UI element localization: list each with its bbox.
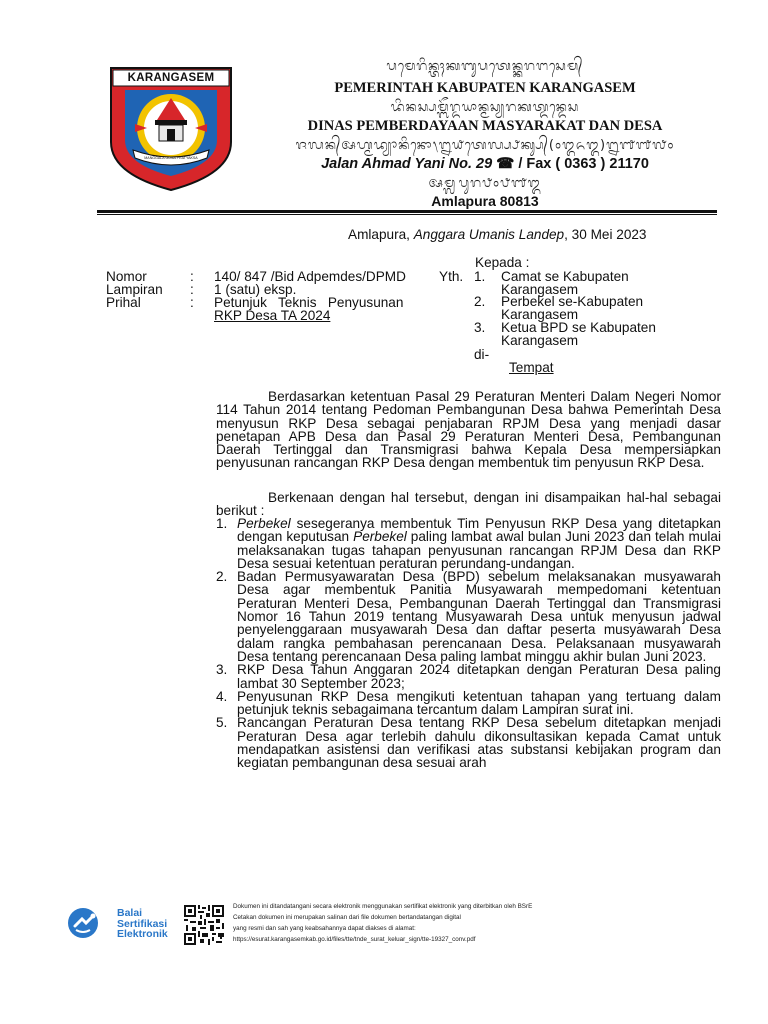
meta-value: 140/ 847 /Bid Adpemdes/DPMD bbox=[214, 269, 406, 284]
di-label: di- bbox=[474, 347, 490, 362]
list-text-em: Perbekel bbox=[353, 529, 407, 545]
paragraph-2: Berkenaan dengan hal tersebut, dengan ini disampaikan hal-hal sebagai berikut : bbox=[216, 490, 721, 519]
logo-motto: MANGGALA GUNA PRATYAKSA bbox=[144, 156, 198, 160]
yth-label: Yth. bbox=[439, 269, 464, 284]
recipient-line: Karangasem bbox=[501, 307, 579, 322]
list-text: sesegeranya membentuk Tim Penyusun RKP Desa yang ditetapkan dengan keputusan bbox=[237, 516, 721, 545]
meta-colon: : bbox=[190, 282, 194, 297]
list-num: 5. bbox=[216, 715, 228, 731]
meta-value: Petunjuk Teknis Penyusunan bbox=[214, 295, 404, 310]
date-suffix: , 30 Mei 2023 bbox=[564, 227, 647, 242]
qr-code bbox=[184, 905, 224, 945]
verification-link[interactable]: https://esurat.karangasemkab.go.id/files/tte/tnde_surat_keluar_sign/tte-19327_conv.pdf bbox=[233, 936, 476, 943]
recipient-line: Ketua BPD se Kabupaten bbox=[501, 320, 656, 335]
address-line bbox=[250, 156, 720, 172]
meta-key: Prihal bbox=[106, 295, 141, 310]
tempat-label: Tempat bbox=[509, 360, 554, 375]
recipient-line: Karangasem bbox=[501, 282, 579, 297]
list-item bbox=[216, 690, 721, 717]
balinese-line-3: ᬚᬮᬦ᭄ᬅᬳ᭄ᬫᬤ᭄ᬬᬵᬦᬶᬦᭀ᭞᭒᭙ᬢᬾᬮ᭄ᬧ᭄ᬨᬓ᭄ᬲ᭄(᭐᭓᭖᭓)᭒᭑᭑᭗᭐ bbox=[295, 138, 675, 153]
kepada-label: Kepada : bbox=[475, 255, 530, 270]
date-prefix: Amlapura, bbox=[348, 227, 414, 242]
city-postal: Amlapura 80813 bbox=[431, 193, 539, 209]
recipient-line: Karangasem bbox=[501, 333, 579, 348]
bsre-line: Sertifikasi bbox=[117, 917, 168, 930]
street-address: Jalan Ahmad Yani No. 29 bbox=[321, 156, 493, 172]
logo-title: KARANGASEM bbox=[127, 72, 215, 84]
list-num: 1. bbox=[216, 516, 228, 531]
list-item bbox=[216, 517, 721, 570]
list-item bbox=[216, 663, 721, 690]
date-balinese: Anggara Umanis Landep bbox=[413, 227, 565, 242]
list-text-em: Perbekel bbox=[237, 516, 291, 531]
meta-key: Lampiran bbox=[106, 282, 163, 297]
list-item bbox=[216, 716, 721, 769]
footer-note-line: yang resmi dan sah yang keabsahannya dapat diakses di alamat: bbox=[233, 925, 416, 932]
recipient-line: Camat se Kabupaten bbox=[501, 269, 629, 284]
balinese-line-4: ᬅᬫ᭄ᬮᬧᬸᬭ᭘᭐᭘᭑᭓ bbox=[428, 176, 542, 191]
subject-line-2: RKP Desa TA 2024 bbox=[214, 308, 331, 323]
paragraph-1: Berdasarkan ketentuan Pasal 29 Peraturan Menteri Dalam Negeri Nomor 114 Tahun 2014 tentang Pedoman Pembangunan Desa bahwa Pemerintah Desa menyusun RKP Desa sebagai penjabaran RPJM Desa yang menjadi dasar penetapan APB Desa dan Pasal 29 Peraturan Menteri Desa, Pembangunan Daerah Tertinggal dan Transmigrasi bahwa Kepala Desa mempersiapkan penyusunan rancangan RKP Desa dengan membentuk tim penyusun RKP Desa. bbox=[216, 389, 721, 471]
instruction-list bbox=[216, 517, 721, 770]
department-name: DINAS PEMBERDAYAAN MASYARAKAT DAN DESA bbox=[307, 118, 663, 134]
meta-colon: : bbox=[190, 269, 194, 284]
letterhead-rule-thick bbox=[97, 210, 717, 213]
footer-note-line: Dokumen ini ditandatangani secara elektronik menggunakan sertifikat elektronik yang diterbitkan oleh BSrE bbox=[233, 903, 533, 910]
recipient-num: 2. bbox=[474, 294, 486, 309]
bsre-emblem-icon bbox=[66, 906, 116, 940]
recipient-num: 3. bbox=[474, 320, 486, 335]
list-num: 2. bbox=[216, 569, 228, 585]
letter-date bbox=[348, 228, 647, 241]
recipient-num: 1. bbox=[474, 269, 486, 284]
list-num: 3. bbox=[216, 662, 228, 678]
list-text: paling lambat awal bulan Juni 2023 dan telah mulai melaksanakan tugas tahapan penyusunan rancangan RPJM Desa dan RKP Desa sesuai ketentuan peraturan perundang-undangan. bbox=[237, 529, 721, 571]
list-text: RKP Desa Tahun Anggaran 2024 ditetapkan dengan Peraturan Desa paling lambat 30 September 2023; bbox=[237, 662, 721, 691]
government-name: PEMERINTAH KABUPATEN KARANGASEM bbox=[334, 80, 636, 96]
list-text: Badan Permusyawaratan Desa (BPD) sebelum melaksanakan musyawarah Desa agar membentuk Panitia Musyawarah mempedomani ketentuan Peraturan Menteri Desa, Pembangunan Daerah Tertinggal dan Transmigrasi Nomor 16 Tahun 2019 tentang Musyawarah Desa untuk menyusun jadwal penyelenggaraan musyawarah Desa dan daftar peserta musyawarah Desa dalam rangka pembahasan perencanaan Desa. Pelaksanaan musyawarah Desa tentang perencanaan Desa paling lambat minggu akhir bulan Juni 2023. bbox=[237, 569, 721, 664]
bsre-line: Balai bbox=[117, 907, 143, 919]
meta-colon: : bbox=[190, 295, 194, 310]
balinese-line-1: ᬧᬫᬾᬭᬶᬦ᭄ᬢᬄᬓᬩᬸᬧᬢᬾᬦ᭄ᬓᬭᬗᬲᬾᬫ᭄ bbox=[386, 59, 584, 74]
bsre-line: Elektronik bbox=[117, 928, 168, 940]
balinese-line-2: ᬤᬶᬦᬲ᭄ᬧᬫ᭄ᬩᭂᬭ᭄ᬤᬬᬵᬦ᭄ᬫᬲ᭄ᬬᬭᬓᬢ᭄ᬤᬦ᭄ᬤᬾᬲ bbox=[390, 100, 580, 115]
letterhead-rule-thin bbox=[97, 214, 717, 215]
phone-icon: ☎ bbox=[496, 156, 515, 172]
list-num: 4. bbox=[216, 688, 228, 704]
meta-value: 1 (satu) eksp. bbox=[214, 282, 297, 297]
recipient-line: Perbekel se-Kabupaten bbox=[501, 294, 644, 309]
karangasem-logo bbox=[107, 64, 235, 192]
phone-fax: / Fax ( 0363 ) 21170 bbox=[518, 156, 649, 172]
meta-key: Nomor bbox=[106, 269, 147, 284]
list-text: Penyusunan RKP Desa mengikuti ketentuan tahapan yang tertuang dalam petunjuk teknis sebagaimana tercantum dalam Lampiran surat ini. bbox=[237, 688, 721, 718]
footer-note bbox=[233, 901, 703, 945]
footer-note-line: Cetakan dokumen ini merupakan salinan dari file dokumen bertandatangan digital bbox=[233, 914, 461, 921]
bsre-name bbox=[117, 908, 168, 940]
list-text: Rancangan Peraturan Desa tentang RKP Desa sebelum ditetapkan menjadi Peraturan Desa agar terlebih dahulu dikonsultasikan kepada Camat untuk mendapatkan asistensi dan verifikasi atas substansi kebijakan program dan kegiatan pembangunan desa sesuai arah bbox=[237, 715, 721, 771]
list-item bbox=[216, 570, 721, 663]
